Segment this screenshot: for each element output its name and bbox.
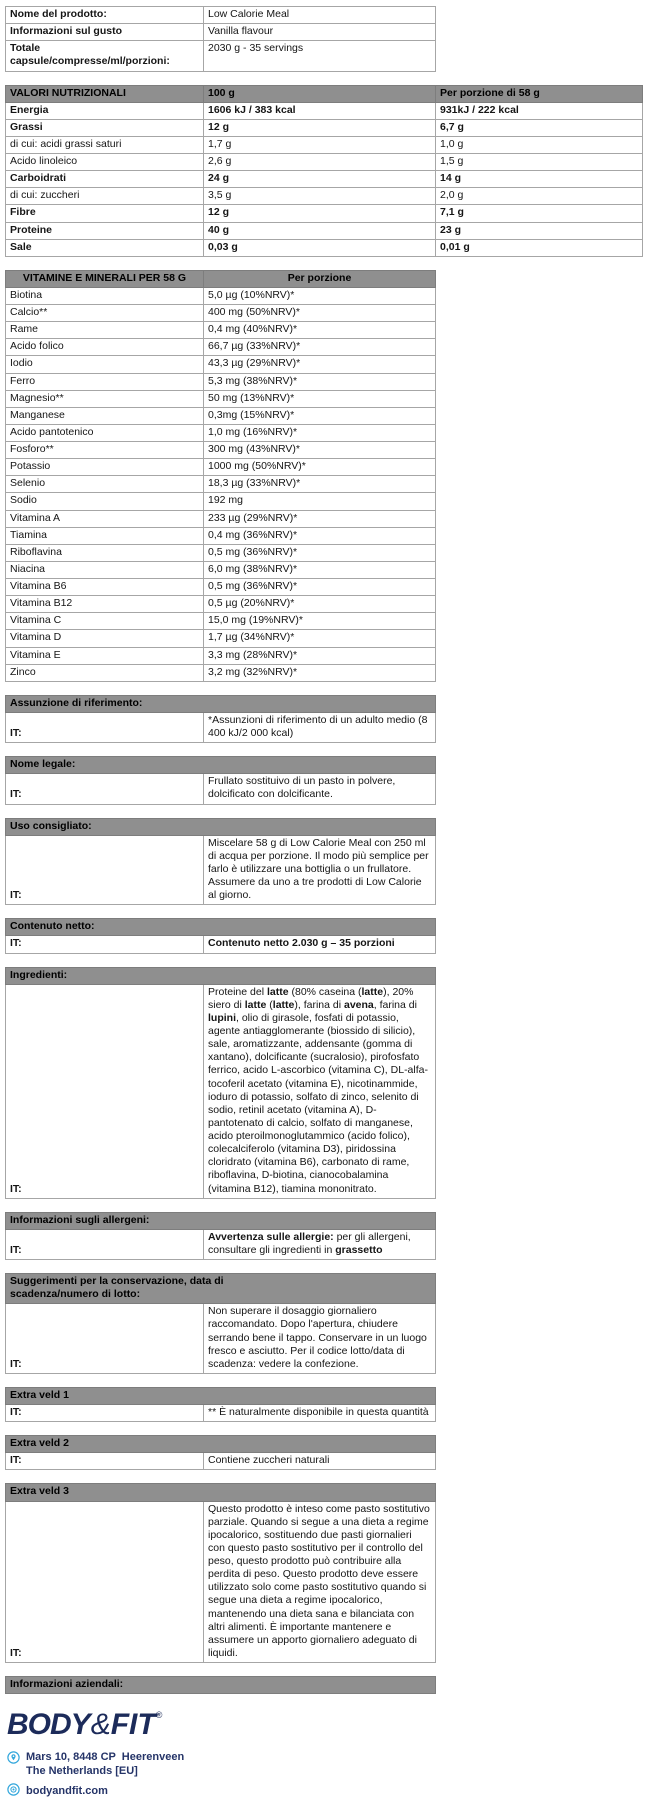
vitamins-header-serving: Per porzione xyxy=(204,270,436,287)
table-row xyxy=(6,339,436,356)
vitamin-label: Selenio xyxy=(6,476,204,493)
section-language-label: IT: xyxy=(6,835,204,905)
vitamin-label: Ferro xyxy=(6,373,204,390)
vitamin-label: Rame xyxy=(6,322,204,339)
vitamin-value: 233 µg (29%NRV)* xyxy=(204,510,436,527)
logo-ampersand: & xyxy=(90,1708,110,1742)
table-row xyxy=(6,442,436,459)
section-language-label: IT: xyxy=(6,1453,204,1470)
table-row xyxy=(6,459,436,476)
nutrient-serving: 931kJ / 222 kcal xyxy=(436,102,643,119)
nutrient-serving: 1,0 g xyxy=(436,136,643,153)
vitamin-value: 400 mg (50%NRV)* xyxy=(204,305,436,322)
location-pin-icon xyxy=(7,1751,21,1768)
nutrient-label: Proteine xyxy=(6,222,204,239)
vitamin-label: Iodio xyxy=(6,356,204,373)
vitamin-label: Acido folico xyxy=(6,339,204,356)
vitamin-value: 6,0 mg (38%NRV)* xyxy=(204,561,436,578)
vitamin-label: Riboflavina xyxy=(6,544,204,561)
logo-body-text: BODY xyxy=(7,1708,90,1742)
nutrient-label: di cui: zuccheri xyxy=(6,188,204,205)
table-row xyxy=(6,476,436,493)
section-body-row xyxy=(6,1501,436,1663)
company-info xyxy=(5,1710,642,1800)
vitamin-label: Fosforo** xyxy=(6,442,204,459)
info-section xyxy=(5,756,436,804)
section-header-row xyxy=(6,818,436,835)
vitamins-header-title: VITAMINE E MINERALI PER 58 G xyxy=(6,270,204,287)
vitamin-label: Niacina xyxy=(6,561,204,578)
table-row xyxy=(6,561,436,578)
table-row xyxy=(6,424,436,441)
section-body-row xyxy=(6,774,436,804)
section-header-row xyxy=(6,1677,436,1694)
vitamin-label: Vitamina E xyxy=(6,647,204,664)
table-row xyxy=(6,102,643,119)
info-section xyxy=(5,918,436,953)
nutrition-header-title: VALORI NUTRIZIONALI xyxy=(6,85,204,102)
table-row xyxy=(6,188,643,205)
vitamin-value: 15,0 mg (19%NRV)* xyxy=(204,613,436,630)
vitamin-label: Sodio xyxy=(6,493,204,510)
info-section xyxy=(5,1387,436,1422)
vitamin-value: 0,5 mg (36%NRV)* xyxy=(204,544,436,561)
section-header-row xyxy=(6,757,436,774)
table-row xyxy=(6,305,436,322)
table-row xyxy=(6,630,436,647)
table-row xyxy=(6,407,436,424)
table-row xyxy=(6,205,643,222)
section-body-row xyxy=(6,1405,436,1422)
vitamin-value: 1,7 µg (34%NRV)* xyxy=(204,630,436,647)
vitamin-label: Zinco xyxy=(6,664,204,681)
nutrient-label: Acido linoleico xyxy=(6,154,204,171)
vitamin-value: 0,4 mg (36%NRV)* xyxy=(204,527,436,544)
product-info-table xyxy=(5,6,436,72)
nutrient-serving: 23 g xyxy=(436,222,643,239)
section-language-label: IT: xyxy=(6,984,204,1198)
section-body-row xyxy=(6,1453,436,1470)
vitamin-label: Calcio** xyxy=(6,305,204,322)
section-header-row xyxy=(6,1212,436,1229)
nutrition-table xyxy=(5,85,643,257)
section-body-row xyxy=(6,1229,436,1259)
table-row xyxy=(6,579,436,596)
row-label: Nome del prodotto: xyxy=(6,7,204,24)
section-title: Informazioni aziendali: xyxy=(6,1677,436,1694)
section-title: Assunzione di riferimento: xyxy=(6,695,436,712)
table-row xyxy=(6,222,643,239)
vitamins-table xyxy=(5,270,436,682)
nutrient-serving: 14 g xyxy=(436,171,643,188)
nutrient-label: di cui: acidi grassi saturi xyxy=(6,136,204,153)
vitamin-value: 300 mg (43%NRV)* xyxy=(204,442,436,459)
table-row xyxy=(6,356,436,373)
row-label: Informazioni sul gusto xyxy=(6,24,204,41)
info-section xyxy=(5,1676,436,1694)
vitamin-value: 3,2 mg (32%NRV)* xyxy=(204,664,436,681)
table-row xyxy=(6,154,643,171)
vitamin-value: 43,3 µg (29%NRV)* xyxy=(204,356,436,373)
info-section xyxy=(5,967,436,1199)
section-language-label: IT: xyxy=(6,1405,204,1422)
info-section xyxy=(5,818,436,906)
company-address xyxy=(7,1750,642,1800)
section-title: Uso consigliato: xyxy=(6,818,436,835)
section-language-label: IT: xyxy=(6,1229,204,1259)
section-header-row xyxy=(6,1274,436,1304)
section-body-text: Questo prodotto è inteso come pasto sostitutivo parziale. Quando si segue a una dieta a regime ipocalorico, sostituendo due pasti giornalieri con questo pasto sostitutivo per il controllo del peso, questo prodotto può contribuire alla perdita di peso. Questo prodotto deve essere utilizzato solo come pasto sostitutivo quando si segue una dieta a regime ipocalorico, mantenendo una dieta sana e bilanciata con altri alimenti. È importante mantenere e assumere un apporto giornaliero adeguato di liquidi. xyxy=(204,1501,436,1663)
vitamin-value: 3,3 mg (28%NRV)* xyxy=(204,647,436,664)
table-row xyxy=(6,24,436,41)
nutrition-header-100g: 100 g xyxy=(204,85,436,102)
section-header-row xyxy=(6,919,436,936)
vitamin-value: 66,7 µg (33%NRV)* xyxy=(204,339,436,356)
vitamin-value: 0,3mg (15%NRV)* xyxy=(204,407,436,424)
info-section xyxy=(5,1435,436,1470)
table-row xyxy=(6,493,436,510)
table-row xyxy=(6,596,436,613)
nutrient-label: Sale xyxy=(6,239,204,256)
table-row xyxy=(6,527,436,544)
nutrient-label: Carboidrati xyxy=(6,171,204,188)
section-body-row xyxy=(6,936,436,953)
table-row xyxy=(6,613,436,630)
vitamin-label: Magnesio** xyxy=(6,390,204,407)
section-language-label: IT: xyxy=(6,1501,204,1663)
vitamin-label: Vitamina D xyxy=(6,630,204,647)
nutrient-label: Fibre xyxy=(6,205,204,222)
section-body-row xyxy=(6,712,436,742)
section-body-text: *Assunzioni di riferimento di un adulto medio (8 400 kJ/2 000 kcal) xyxy=(204,712,436,742)
nutrient-per100: 12 g xyxy=(204,205,436,222)
section-body-text: Contiene zuccheri naturali xyxy=(204,1453,436,1470)
info-sections xyxy=(5,695,642,1694)
section-language-label: IT: xyxy=(6,712,204,742)
info-section xyxy=(5,1273,436,1374)
nutrition-header-serving: Per porzione di 58 g xyxy=(436,85,643,102)
section-title: Nome legale: xyxy=(6,757,436,774)
row-value: Vanilla flavour xyxy=(204,24,436,41)
nutrition-header-row xyxy=(6,85,643,102)
nutrient-per100: 0,03 g xyxy=(204,239,436,256)
info-section xyxy=(5,1483,436,1663)
table-row xyxy=(6,41,436,71)
vitamin-value: 0,4 mg (40%NRV)* xyxy=(204,322,436,339)
section-language-label: IT: xyxy=(6,774,204,804)
nutrient-per100: 40 g xyxy=(204,222,436,239)
vitamin-label: Potassio xyxy=(6,459,204,476)
nutrient-serving: 6,7 g xyxy=(436,119,643,136)
nutrient-serving: 1,5 g xyxy=(436,154,643,171)
section-header-row xyxy=(6,967,436,984)
globe-icon xyxy=(7,1783,21,1800)
section-title: Informazioni sugli allergeni: xyxy=(6,1212,436,1229)
section-body-row xyxy=(6,835,436,905)
table-row xyxy=(6,544,436,561)
nutrient-label: Energia xyxy=(6,102,204,119)
row-value: Low Calorie Meal xyxy=(204,7,436,24)
table-row xyxy=(6,510,436,527)
section-body-text: Contenuto netto 2.030 g – 35 porzioni xyxy=(204,936,436,953)
logo-fit-text: FIT xyxy=(110,1708,156,1742)
nutrient-per100: 1,7 g xyxy=(204,136,436,153)
section-title: Extra veld 3 xyxy=(6,1484,436,1501)
table-row xyxy=(6,647,436,664)
website-link[interactable]: bodyandfit.com xyxy=(26,1785,108,1798)
section-title: Extra veld 2 xyxy=(6,1436,436,1453)
vitamin-value: 18,3 µg (33%NRV)* xyxy=(204,476,436,493)
section-body-row xyxy=(6,984,436,1198)
table-row xyxy=(6,373,436,390)
table-row xyxy=(6,7,436,24)
address-lines: Mars 10, 8448 CP Heerenveen The Netherlands [EU] xyxy=(26,1751,185,1778)
table-row xyxy=(6,390,436,407)
nutrient-per100: 2,6 g xyxy=(204,154,436,171)
info-section xyxy=(5,695,436,743)
section-body-text: Avvertenza sulle allergie: per gli allergeni, consultare gli ingredienti in grassetto xyxy=(204,1229,436,1259)
section-language-label: IT: xyxy=(6,936,204,953)
vitamin-value: 5,0 µg (10%NRV)* xyxy=(204,287,436,304)
vitamin-label: Biotina xyxy=(6,287,204,304)
table-row xyxy=(6,664,436,681)
section-title: Ingredienti: xyxy=(6,967,436,984)
vitamin-label: Vitamina A xyxy=(6,510,204,527)
vitamins-header-row xyxy=(6,270,436,287)
section-title: Extra veld 1 xyxy=(6,1387,436,1404)
section-body-text: Miscelare 58 g di Low Calorie Meal con 250 ml di acqua per porzione. Il modo più semplice per farlo è utilizzare una bottiglia o un frullatore. Assumere da uno a tre prodotti di Low Calorie al giorno. xyxy=(204,835,436,905)
vitamin-label: Tiamina xyxy=(6,527,204,544)
vitamin-value: 50 mg (13%NRV)* xyxy=(204,390,436,407)
vitamin-label: Vitamina B6 xyxy=(6,579,204,596)
nutrient-label: Grassi xyxy=(6,119,204,136)
nutrient-per100: 1606 kJ / 383 kcal xyxy=(204,102,436,119)
section-header-row xyxy=(6,1484,436,1501)
vitamin-label: Manganese xyxy=(6,407,204,424)
section-body-text: Proteine del latte (80% caseina (latte), 20% siero di latte (latte), farina di avena, farina di lupini, olio di girasole, fosfati di potassio, agente antiagglomerante (biossido di silicio), sale, aromatizzante, addensante (gomma di xantano), dolcificante (sucralosio), pirofosfato ferrico, acido L-ascorbico (vitamina C), DL-alfa-tocoferil acetato (vitamina E), nicotinammide, ioduro di potassio, solfato di zinco, selenito di sodio, retinil acetato (vitamina A), D-pantotenato di calcio, solfato di manganese, acido pteroilmonoglutammico (acido folico), colecalciferolo (vitamina D3), piridossina cloridrato (vitamina B6), carbonato di rame, riboflavina, D-biotina, cianocobalamina (vitamina B12), tiamina mononitrato. xyxy=(204,984,436,1198)
section-header-row xyxy=(6,1387,436,1404)
vitamin-label: Acido pantotenico xyxy=(6,424,204,441)
row-value: 2030 g - 35 servings xyxy=(204,41,436,71)
section-title: Contenuto netto: xyxy=(6,919,436,936)
table-row xyxy=(6,136,643,153)
vitamin-value: 1,0 mg (16%NRV)* xyxy=(204,424,436,441)
nutrient-serving: 7,1 g xyxy=(436,205,643,222)
vitamin-value: 5,3 mg (38%NRV)* xyxy=(204,373,436,390)
registered-trademark-icon: ® xyxy=(155,1710,162,1721)
table-row xyxy=(6,287,436,304)
nutrient-serving: 2,0 g xyxy=(436,188,643,205)
nutrient-per100: 12 g xyxy=(204,119,436,136)
bodyfit-logo xyxy=(7,1710,642,1740)
section-header-row xyxy=(6,1436,436,1453)
section-body-text: ** È naturalmente disponibile in questa quantità xyxy=(204,1405,436,1422)
nutrient-per100: 3,5 g xyxy=(204,188,436,205)
table-row xyxy=(6,119,643,136)
vitamin-value: 192 mg xyxy=(204,493,436,510)
table-row xyxy=(6,171,643,188)
nutrient-serving: 0,01 g xyxy=(436,239,643,256)
vitamin-value: 1000 mg (50%NRV)* xyxy=(204,459,436,476)
table-row xyxy=(6,239,643,256)
info-section xyxy=(5,1212,436,1260)
section-body-text: Frullato sostituivo di un pasto in polvere, dolcificato con dolcificante. xyxy=(204,774,436,804)
vitamin-label: Vitamina B12 xyxy=(6,596,204,613)
section-header-row xyxy=(6,695,436,712)
vitamin-value: 0,5 µg (20%NRV)* xyxy=(204,596,436,613)
nutrient-per100: 24 g xyxy=(204,171,436,188)
section-body-row xyxy=(6,1304,436,1374)
vitamin-value: 0,5 mg (36%NRV)* xyxy=(204,579,436,596)
section-language-label: IT: xyxy=(6,1304,204,1374)
section-body-text: Non superare il dosaggio giornaliero raccomandato. Dopo l'apertura, chiudere serrando bene il tappo. Conservare in un luogo fresco e asciutto. Per il codice lotto/data di scadenza: vedere la confezione. xyxy=(204,1304,436,1374)
table-row xyxy=(6,322,436,339)
vitamin-label: Vitamina C xyxy=(6,613,204,630)
section-title: Suggerimenti per la conservazione, data di scadenza/numero di lotto: xyxy=(6,1274,436,1304)
row-label: Totale capsule/compresse/ml/porzioni: xyxy=(6,41,204,71)
